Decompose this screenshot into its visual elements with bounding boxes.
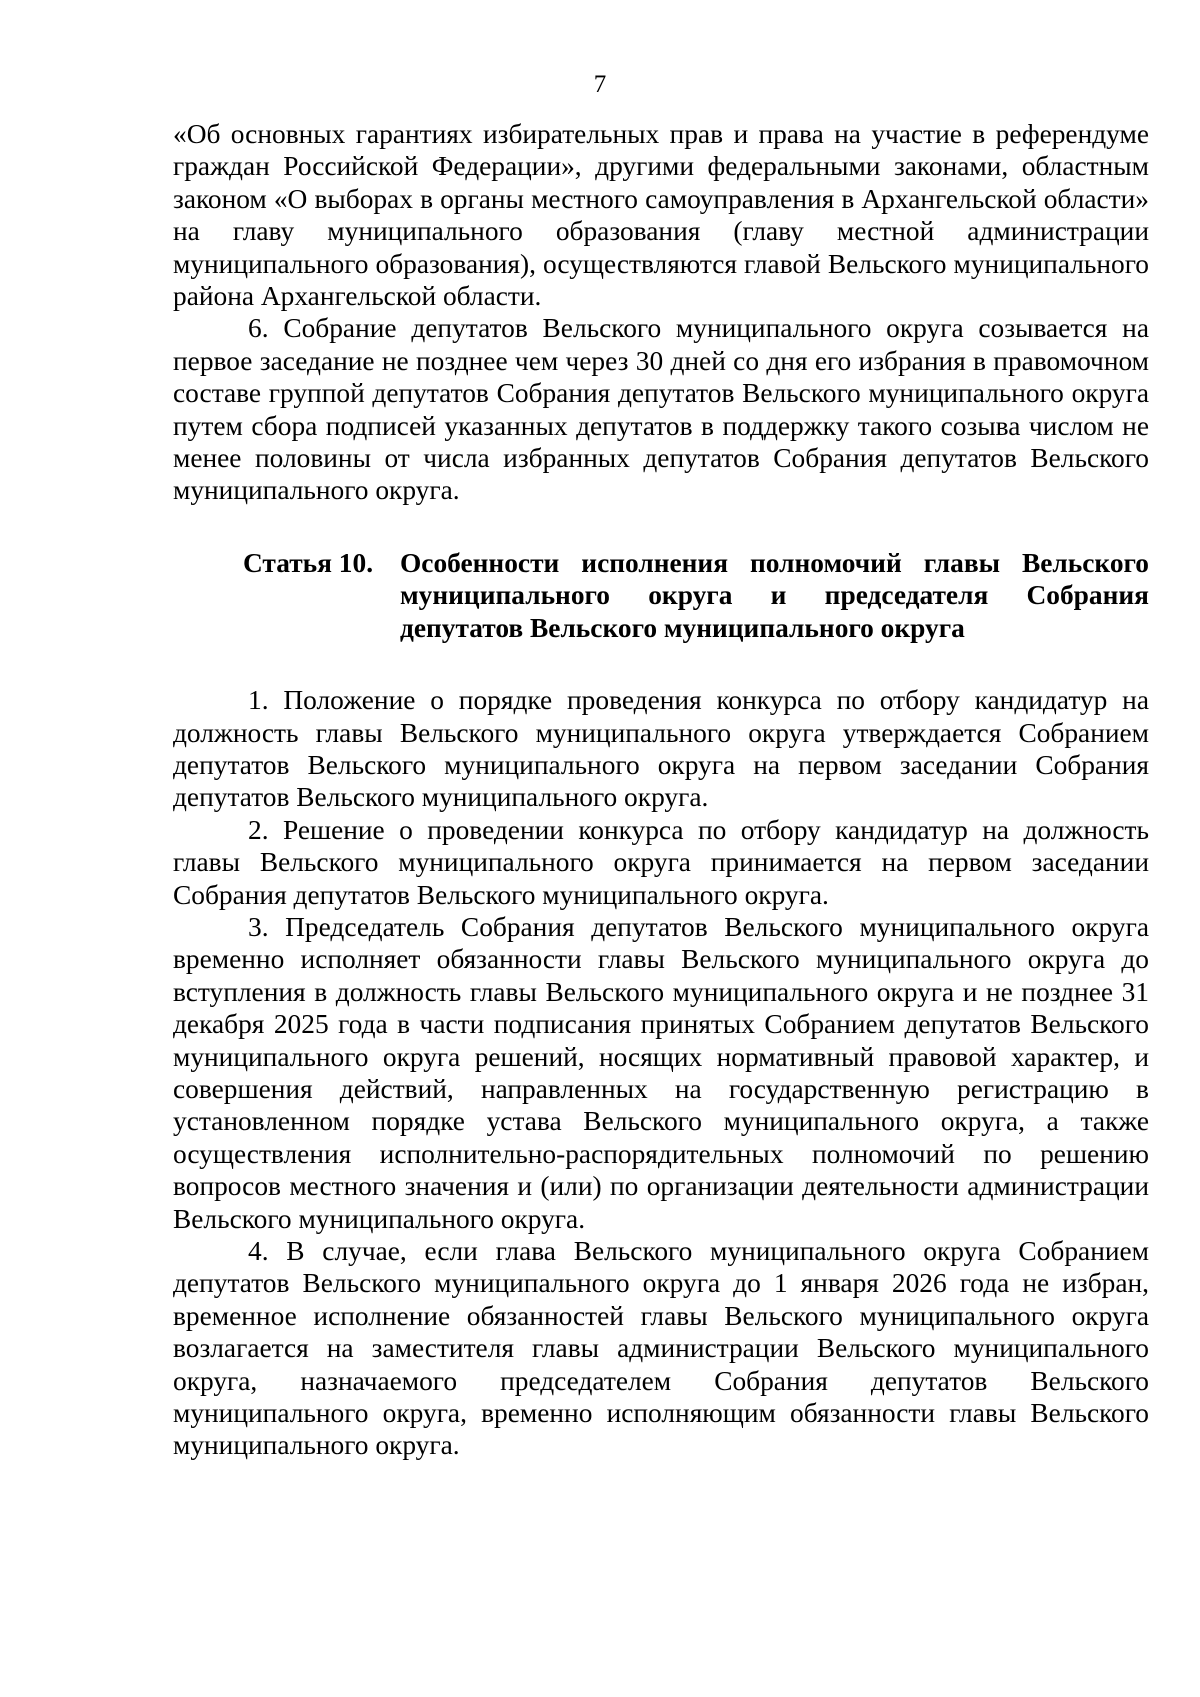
paragraph-continuation: «Об основных гарантиях избирательных прав и права на участие в референдуме граждан Российской Федерации», другими федеральными законами, областным законом «О выборах в органы местного самоуправления в Архангельской области» на главу муниципального образования (главу местной администрации муниципального образования), осуществляются главой Вельского муниципального района Архангельской области.	[173, 119, 1149, 312]
paragraph-1: 1. Положение о порядке проведения конкурса по отбору кандидатур на должность главы Вельского муниципального округа утверждается Собранием депутатов Вельского муниципального округа на первом заседании Собрания депутатов Вельского муниципального округа.	[173, 685, 1149, 813]
paragraph-2: 2. Решение о проведении конкурса по отбору кандидатур на должность главы Вельского муниципального округа принимается на первом заседании Собрания депутатов Вельского муниципального округа.	[173, 814, 1149, 910]
paragraph-6: 6. Собрание депутатов Вельского муниципального округа созывается на первое заседание не позднее чем через 30 дней со дня его избрания в правомочном составе группой депутатов Собрания депутатов Вельского муниципального округа путем сбора подписей указанных депутатов в поддержку такого созыва числом не менее половины от числа избранных депутатов Собрания депутатов Вельского муниципального округа.	[173, 313, 1149, 506]
article-title: Особенности исполнения полномочий главы Вельского муниципального округа и председателя Собрания депутатов Вельского муниципального округа	[400, 547, 1149, 643]
article-heading	[173, 547, 1149, 644]
document-body	[173, 118, 1149, 1462]
article-number: Статья 10.	[243, 547, 374, 578]
paragraph-4: 4. В случае, если глава Вельского муниципального округа Собранием депутатов Вельского муниципального округа до 1 января 2026 года не избран, временное исполнение обязанностей главы Вельского муниципального округа возлагается на заместителя главы администрации Вельского муниципального округа, назначаемого председателем Собрания депутатов Вельского муниципального округа, временно исполняющим обязанности главы Вельского муниципального округа.	[173, 1236, 1149, 1461]
paragraph-3: 3. Председатель Собрания депутатов Вельского муниципального округа временно исполняет обязанности главы Вельского муниципального округа до вступления в должность главы Вельского муниципального округа и не позднее 31 декабря 2025 года в части подписания принятых Собранием депутатов Вельского муниципального округа решений, носящих нормативный правовой характер, и совершения действий, направленных на государственную регистрацию в установленном порядке устава Вельского муниципального округа, а также осуществления исполнительно-распорядительных полномочий по решению вопросов местного значения и (или) по организации деятельности администрации Вельского муниципального округа.	[173, 911, 1149, 1234]
page-number: 7	[593, 71, 607, 98]
